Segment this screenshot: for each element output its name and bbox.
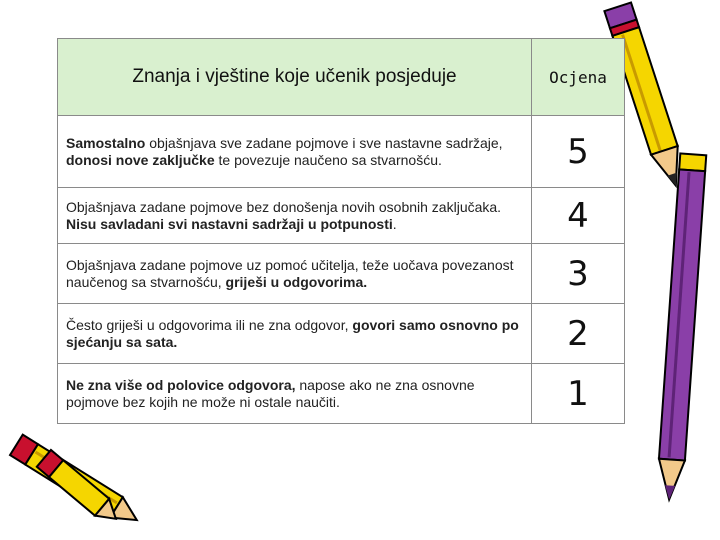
table-header-row	[58, 39, 625, 116]
grading-table	[57, 38, 625, 424]
row-grade: 4	[532, 188, 625, 244]
description-bold-text: govori samo osnovno po sjećanju sa sata.	[66, 316, 519, 350]
description-bold-text: griješi u odgovorima.	[225, 273, 368, 290]
row-grade: 2	[532, 304, 625, 364]
pencil-icon-bottom-left-2	[30, 440, 130, 540]
header-title: Znanja i vještine koje učenik posjeduje	[58, 39, 532, 116]
row-description	[58, 188, 532, 244]
row-grade: 1	[532, 364, 625, 424]
row-grade: 3	[532, 244, 625, 304]
table-row	[58, 244, 625, 304]
description-text: napose ako ne zna osnovne pojmove bez kojih ne može ni ostale naučiti.	[66, 376, 475, 410]
description-text: Objašnjava zadane pojmove bez donošenja novih osobnih zaključaka.	[66, 198, 502, 215]
row-description	[58, 116, 532, 188]
description-text: Često griješi u odgovorima ili ne zna odgovor,	[66, 316, 353, 333]
row-grade: 5	[532, 116, 625, 188]
description-text: Objašnjava zadane pojmove uz pomoć učitelja, teže uočava povezanost naučenog sa stvarnošću,	[66, 256, 514, 290]
row-description	[58, 244, 532, 304]
description-text: objašnjava sve zadane pojmove i sve nastavne sadržaje,	[145, 134, 503, 151]
header-grade-label: Ocjena	[532, 39, 625, 116]
pencil-icon-right	[652, 150, 712, 510]
description-text: .	[392, 215, 397, 232]
description-text: te povezuje naučeno sa stvarnošću.	[214, 151, 442, 168]
table-row	[58, 364, 625, 424]
row-description	[58, 364, 532, 424]
description-bold-text: Samostalno	[66, 134, 146, 151]
description-bold-text: Ne zna više od polovice odgovora,	[66, 376, 296, 393]
table-row	[58, 116, 625, 188]
description-bold-text: Nisu savladani svi nastavni sadržaji u potpunosti	[66, 215, 393, 232]
table-row	[58, 188, 625, 244]
description-bold-text: donosi nove zaključke	[66, 151, 215, 168]
row-description	[58, 304, 532, 364]
table-row	[58, 304, 625, 364]
